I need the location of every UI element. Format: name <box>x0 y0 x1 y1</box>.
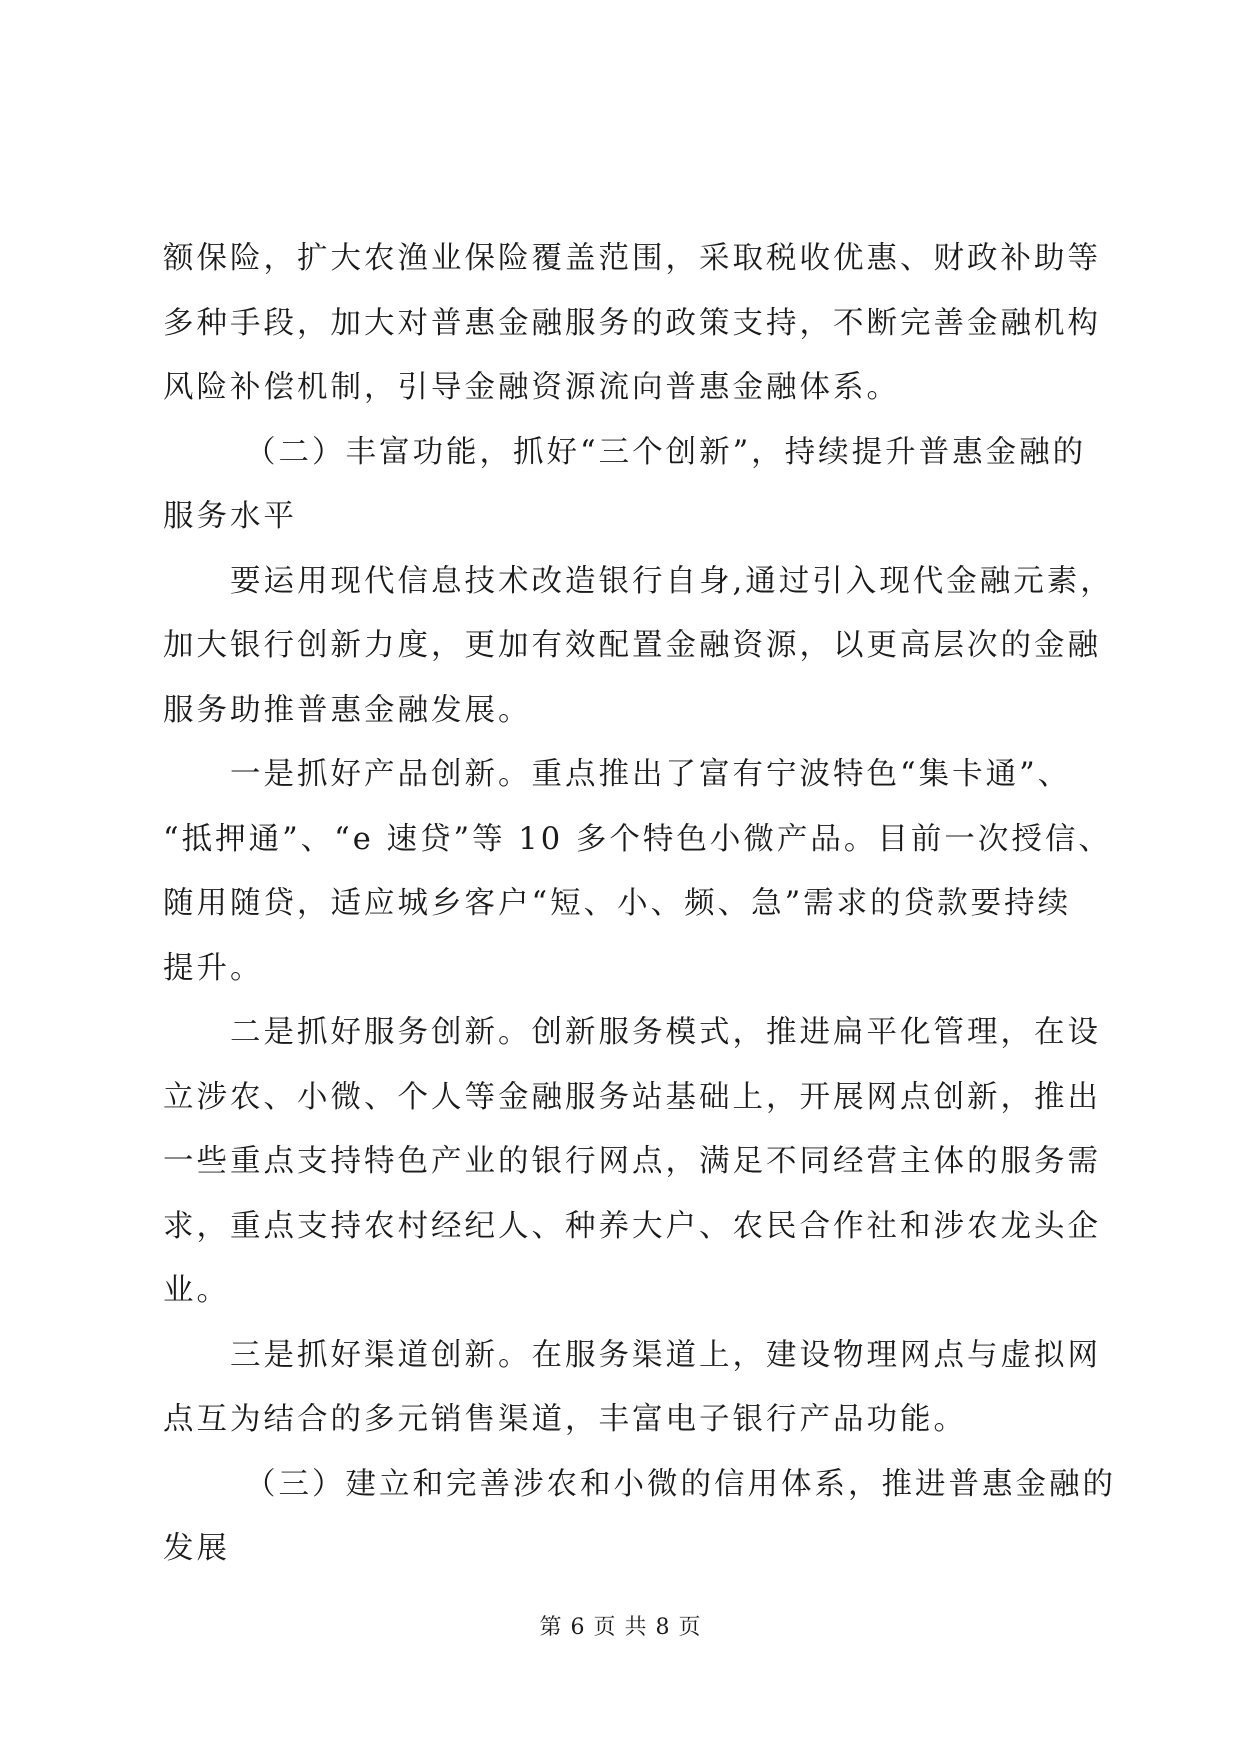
body-line: 提升。 <box>163 950 264 986</box>
document-body <box>163 227 1116 1582</box>
section-heading: （三）建立和完善涉农和小微的信用体系，推进普惠金融的 <box>245 1466 1116 1502</box>
body-line: 随用随贷，适应城乡客户“短、小、频、急”需求的贷款要持续 <box>163 886 1072 921</box>
body-line: 额保险，扩大农渔业保险覆盖范围，采取税收优惠、财政补助等 <box>163 241 1101 276</box>
body-line: “抵押通”、“e 速贷”等 10 多个特色小微产品。目前一次授信、 <box>163 821 1112 857</box>
body-line: 点互为结合的多元销售渠道，丰富电子银行产品功能。 <box>163 1402 967 1437</box>
body-line: 风险补偿机制，引导金融资源流向普惠金融体系。 <box>163 370 900 405</box>
section-heading-continuation: 服务水平 <box>163 499 297 534</box>
body-line: 多种手段，加大对普惠金融服务的政策支持，不断完善金融机构 <box>163 305 1101 341</box>
page-number-footer: 第 6 页 共 8 页 <box>539 1615 702 1640</box>
body-line: 求，重点支持农村经纪人、种养大户、农民合作社和涉农龙头企 <box>163 1208 1101 1244</box>
section-heading-continuation: 发展 <box>163 1531 230 1566</box>
body-line: 服务助推普惠金融发展。 <box>163 692 532 728</box>
body-line: 加大银行创新力度，更加有效配置金融资源，以更高层次的金融 <box>163 628 1101 663</box>
section-heading: （二）丰富功能，抓好“三个创新”，持续提升普惠金融的 <box>245 434 1087 470</box>
paragraph-first-line: 一是抓好产品创新。重点推出了富有宁波特色“集卡通”、 <box>230 757 1072 792</box>
body-line: 立涉农、小微、个人等金融服务站基础上，开展网点创新，推出 <box>163 1079 1101 1115</box>
body-line: 业。 <box>163 1273 230 1308</box>
paragraph-first-line: 二是抓好服务创新。创新服务模式，推进扁平化管理，在设 <box>230 1015 1101 1050</box>
paragraph-first-line: 三是抓好渠道创新。在服务渠道上，建设物理网点与虚拟网 <box>230 1337 1101 1373</box>
body-line: 一些重点支持特色产业的银行网点，满足不同经营主体的服务需 <box>163 1144 1101 1179</box>
paragraph-first-line: 要运用现代信息技术改造银行自身,通过引入现代金融元素， <box>230 563 1114 599</box>
